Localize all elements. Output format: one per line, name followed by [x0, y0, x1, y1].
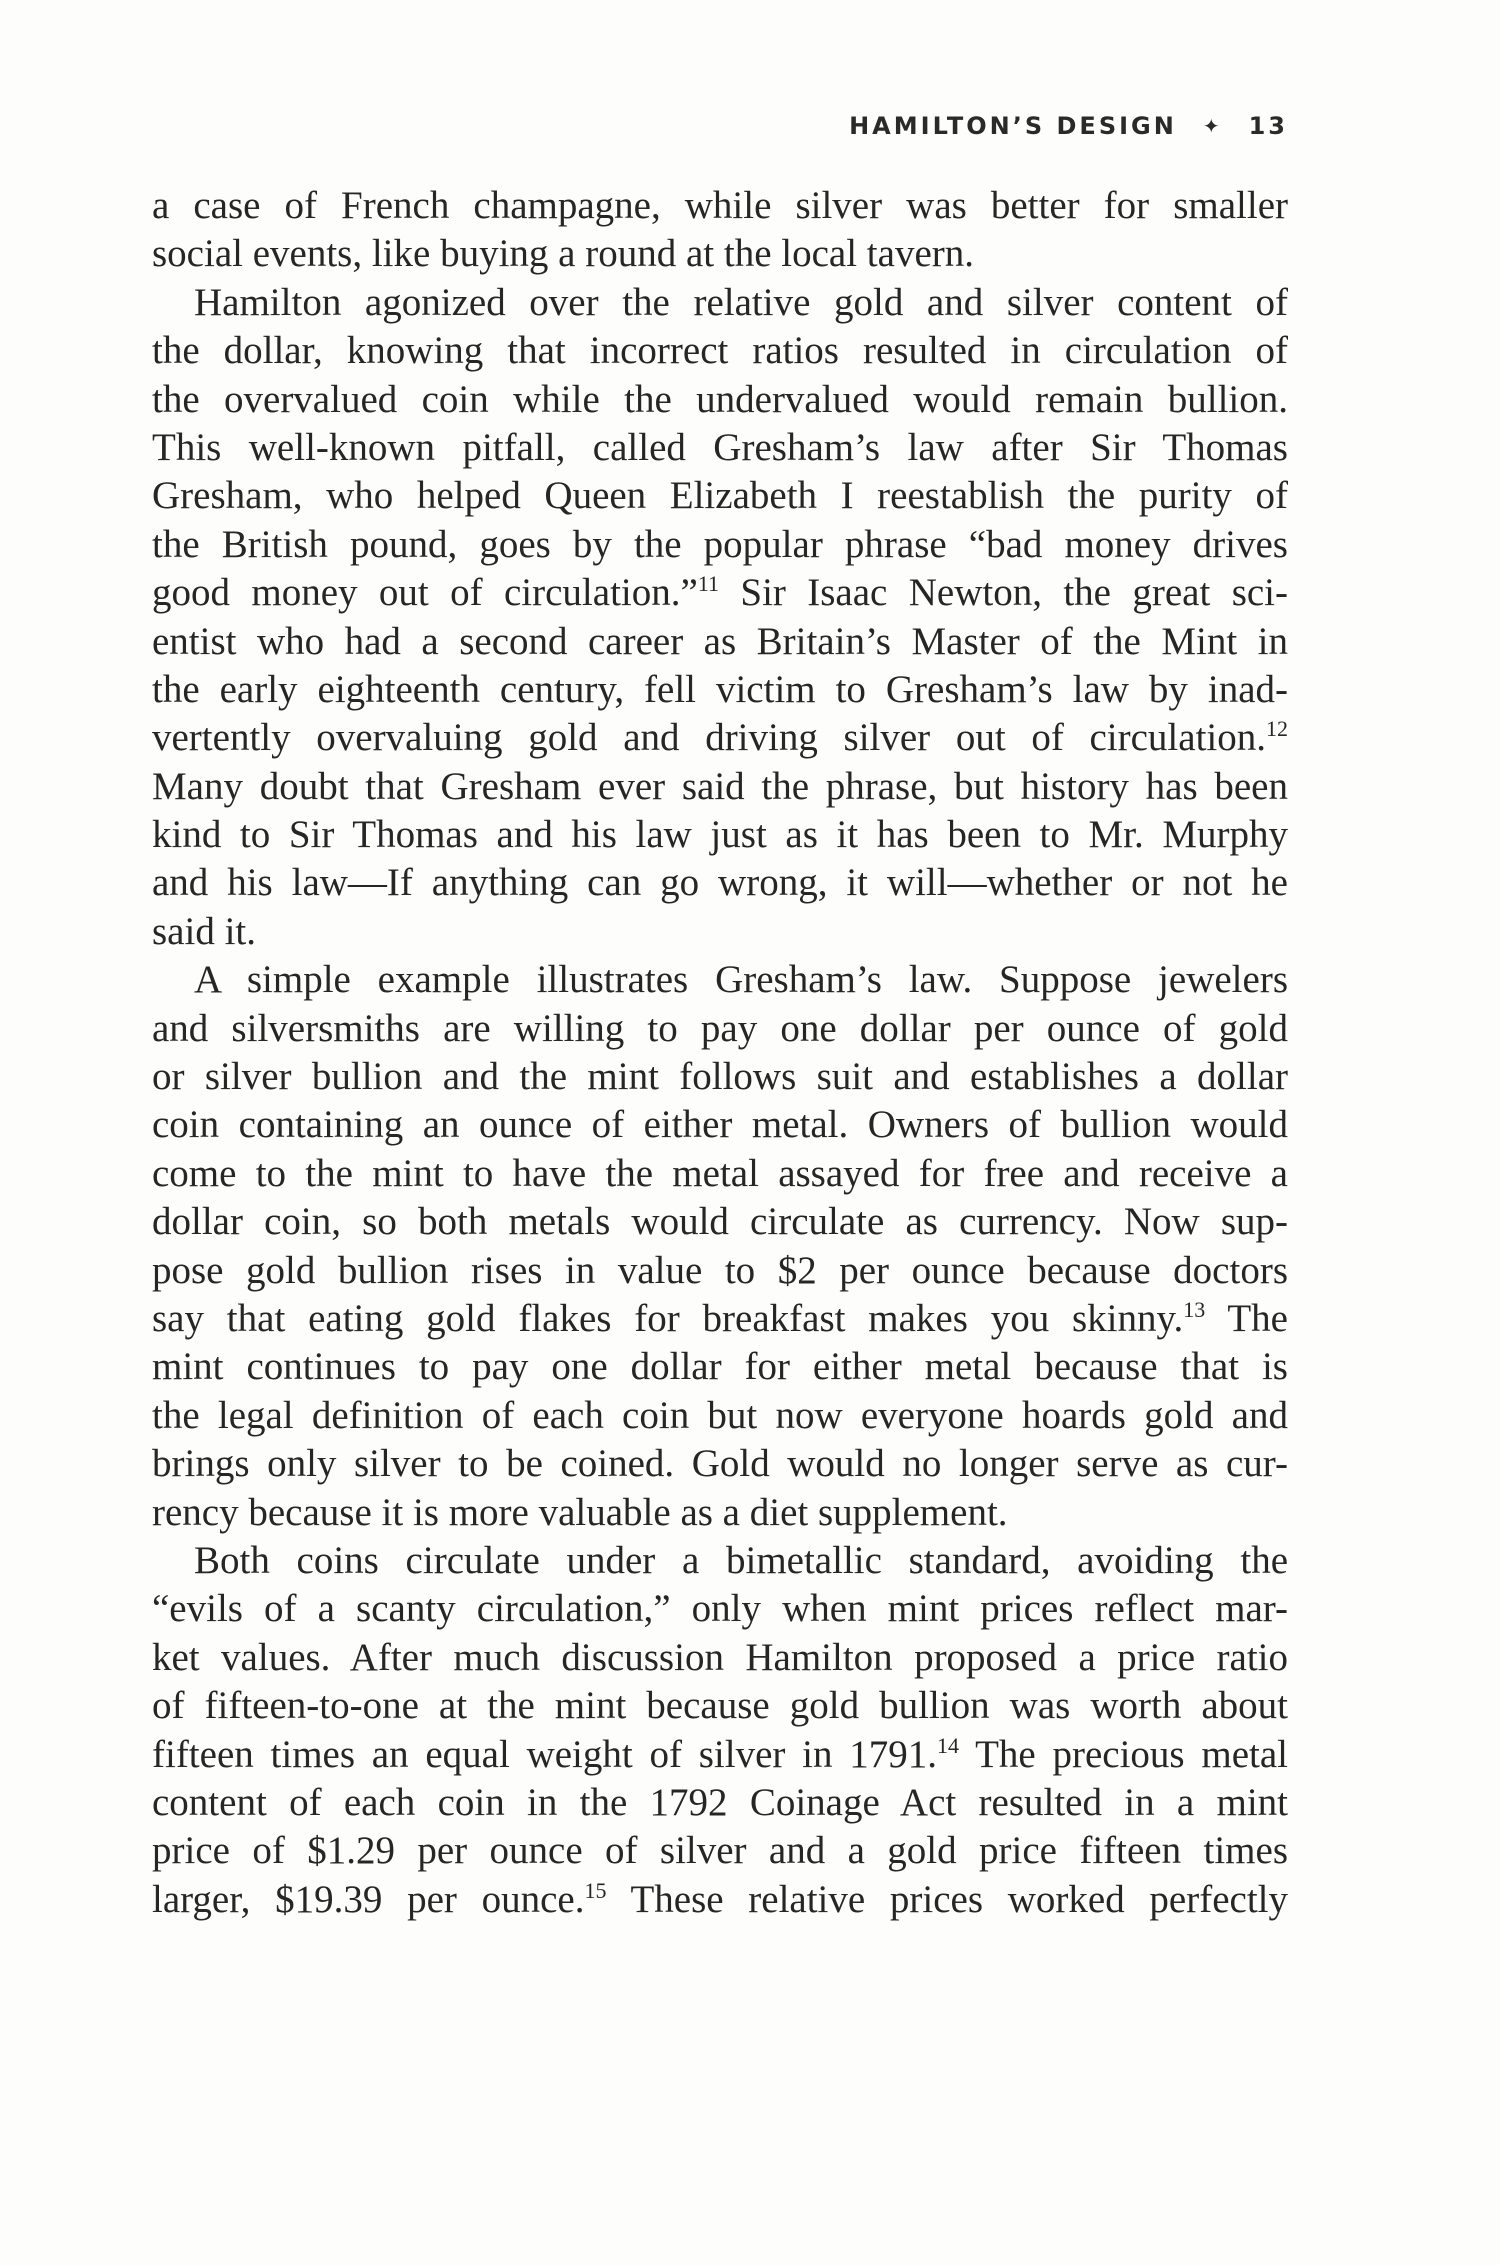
line-text: “evils of a scanty circulation,” only when mint prices reflect mar- [152, 1587, 1288, 1631]
line-text: This well-known pitfall, called Gresham’s law after Sir Thomas [152, 425, 1288, 469]
line-text: rency because it is more valuable as a diet supplement. [152, 1490, 1008, 1534]
footnote-marker: 11 [697, 571, 719, 597]
text-line [152, 1682, 1288, 1730]
text-line [152, 424, 1288, 472]
text-line [152, 1392, 1288, 1440]
text-line [152, 1489, 1288, 1537]
text-line [152, 1053, 1288, 1101]
paragraph [152, 956, 1288, 1537]
line-text: come to the mint to have the metal assayed for free and receive a [152, 1151, 1288, 1195]
footnote-marker: 13 [1183, 1296, 1206, 1322]
line-text: vertently overvaluing gold and driving silver out of circulation. [152, 716, 1266, 760]
line-text-continued: The precious metal [959, 1732, 1288, 1776]
line-text: and silversmiths are willing to pay one dollar per ounce of gold [152, 1006, 1288, 1050]
text-line [152, 1198, 1288, 1246]
paragraph [152, 1537, 1288, 1924]
text-line [152, 230, 1288, 278]
text-line [152, 859, 1288, 907]
line-text: pose gold bullion rises in value to $2 per ounce because doctors [152, 1248, 1288, 1292]
line-text: and his law—If anything can go wrong, it will—whether or not he [152, 861, 1288, 905]
text-line [152, 956, 1288, 1004]
line-text: A simple example illustrates Gresham’s law. Suppose jewelers [194, 958, 1288, 1002]
text-line [152, 521, 1288, 569]
line-text: larger, $19.39 per ounce. [152, 1877, 585, 1921]
text-line [152, 1295, 1288, 1343]
text-line [152, 1731, 1288, 1779]
text-line [152, 182, 1288, 230]
line-text: a case of French champagne, while silver was better for smaller [152, 184, 1288, 227]
line-text: Many doubt that Gresham ever said the phrase, but history has been [152, 764, 1288, 808]
text-line [152, 1101, 1288, 1149]
text-line [152, 618, 1288, 666]
text-line [152, 714, 1288, 762]
text-line [152, 1440, 1288, 1488]
line-text-continued: These relative prices worked perfectly [606, 1877, 1288, 1921]
line-text: of fifteen-to-one at the mint because gold bullion was worth about [152, 1684, 1288, 1728]
line-text: fifteen times an equal weight of silver in 1791. [152, 1732, 938, 1776]
line-text: the British pound, goes by the popular phrase “bad money drives [152, 522, 1288, 566]
running-title: HAMILTON’S DESIGN [849, 112, 1177, 140]
text-line [152, 472, 1288, 520]
footnote-marker: 14 [937, 1732, 960, 1758]
footnote-marker: 15 [584, 1877, 607, 1903]
line-text: price of $1.29 per ounce of silver and a gold price fifteen times [152, 1829, 1288, 1873]
text-line [152, 327, 1288, 375]
text-line [152, 1150, 1288, 1198]
text-line [152, 666, 1288, 714]
line-text: coin containing an ounce of either metal. Owners of bullion would [152, 1103, 1288, 1147]
line-text: entist who had a second career as Britain’s Master of the Mint in [152, 619, 1288, 663]
text-line [152, 763, 1288, 811]
line-text: Gresham, who helped Queen Elizabeth I reestablish the purity of [152, 474, 1288, 518]
line-text: the early eighteenth century, fell victim to Gresham’s law by inad- [152, 667, 1288, 711]
text-line [152, 1876, 1288, 1924]
line-text: content of each coin in the 1792 Coinage Act resulted in a mint [152, 1780, 1288, 1824]
text-line [152, 1247, 1288, 1295]
line-text: Hamilton agonized over the relative gold and silver content of [194, 280, 1288, 324]
separator-ornament-icon: ✦ [1202, 114, 1223, 138]
line-text: mint continues to pay one dollar for either metal because that is [152, 1345, 1288, 1389]
text-line [152, 811, 1288, 859]
line-text: said it. [152, 909, 256, 953]
text-line [152, 908, 1288, 956]
line-text: dollar coin, so both metals would circulate as currency. Now sup- [152, 1200, 1288, 1244]
body-text [152, 182, 1288, 1924]
line-text: ket values. After much discussion Hamilton proposed a price ratio [152, 1635, 1288, 1679]
paragraph [152, 279, 1288, 956]
text-line [152, 376, 1288, 424]
text-line [152, 1779, 1288, 1827]
text-line [152, 1005, 1288, 1053]
line-text: the legal definition of each coin but now everyone hoards gold and [152, 1393, 1288, 1437]
line-text: or silver bullion and the mint follows suit and establishes a dollar [152, 1055, 1288, 1099]
line-text: the dollar, knowing that incorrect ratios resulted in circulation of [152, 329, 1288, 373]
text-line [152, 1634, 1288, 1682]
line-text: Both coins circulate under a bimetallic standard, avoiding the [194, 1538, 1288, 1582]
line-text-continued: The [1205, 1296, 1288, 1340]
line-text: good money out of circulation.” [152, 571, 698, 615]
page-number: 13 [1248, 112, 1288, 140]
footnote-marker: 12 [1266, 716, 1288, 742]
text-line [152, 1585, 1288, 1633]
line-text-continued: Sir Isaac Newton, the great sci- [719, 571, 1288, 615]
line-text: brings only silver to be coined. Gold would no longer serve as cur- [152, 1442, 1288, 1486]
line-text: social events, like buying a round at the local tavern. [152, 232, 974, 276]
text-line [152, 1537, 1288, 1585]
line-text: the overvalued coin while the undervalued would remain bullion. [152, 377, 1288, 421]
line-text: say that eating gold flakes for breakfast makes you skinny. [152, 1296, 1184, 1340]
text-line [152, 279, 1288, 327]
text-line [152, 569, 1288, 617]
paragraph [152, 182, 1288, 279]
text-line [152, 1827, 1288, 1875]
text-line [152, 1343, 1288, 1391]
running-head [849, 112, 1288, 140]
line-text: kind to Sir Thomas and his law just as it has been to Mr. Murphy [152, 813, 1288, 857]
